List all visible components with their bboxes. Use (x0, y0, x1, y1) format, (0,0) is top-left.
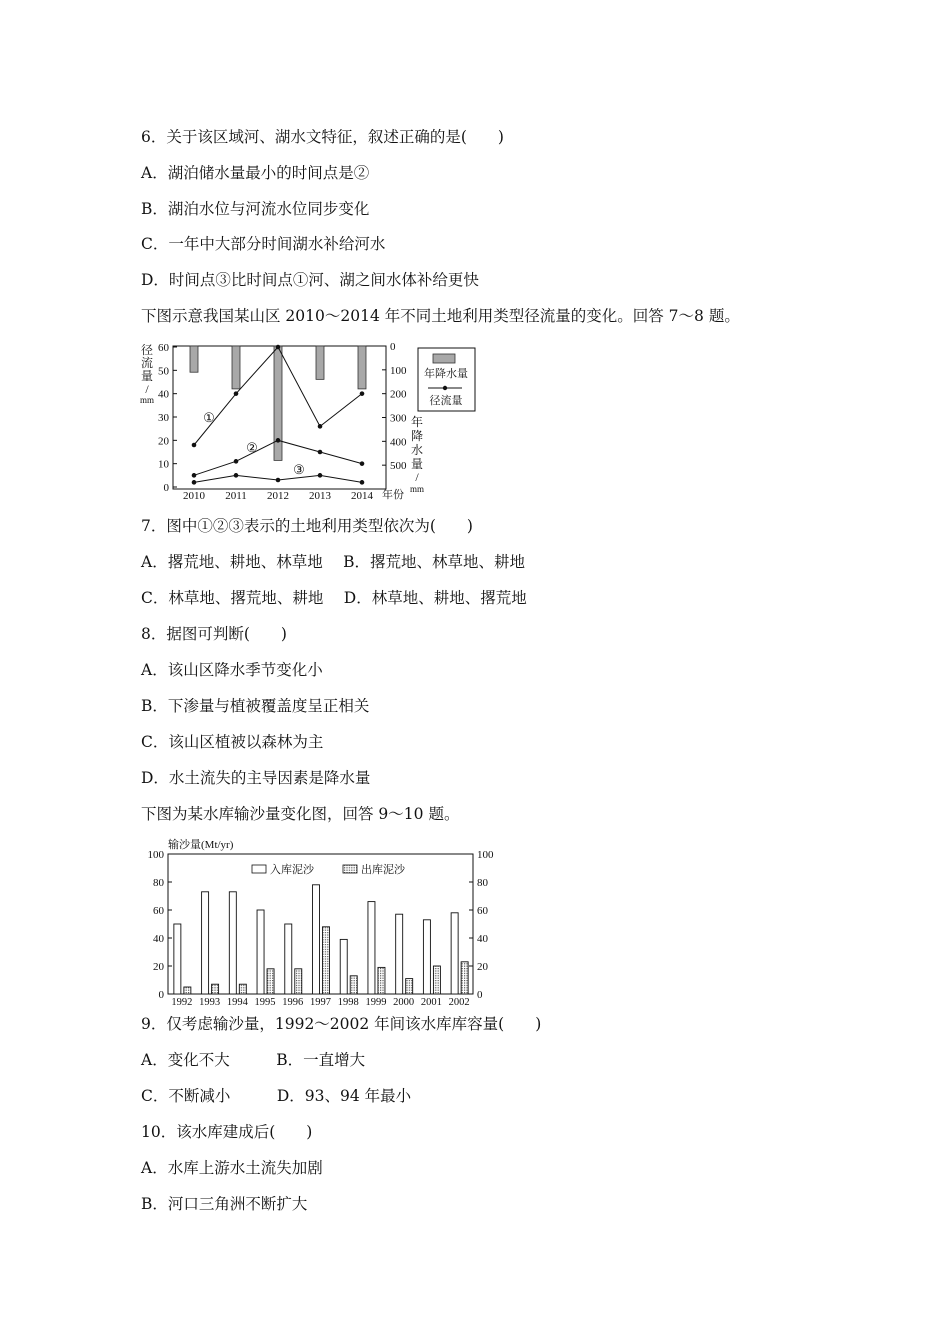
chart2-outflow-bar (212, 984, 219, 994)
chart1-left-tick-label: 10 (158, 458, 169, 471)
chart1-xlabel: 年份 (382, 489, 404, 501)
q6-stem: 6．关于该区域河、湖水文特征，叙述正确的是( ) (141, 128, 504, 146)
chart2-x-tick-label: 1993 (199, 997, 221, 1008)
q9-options-ab: A．变化不大 B．一直增大 (141, 1051, 366, 1069)
chart1-precip-bar (316, 346, 324, 379)
chart1-right-tick-label: 300 (390, 412, 407, 425)
chart2-legend-label-outflow: 出库泥沙 (361, 864, 405, 876)
chart2-x-tick-label: 2001 (420, 997, 442, 1008)
chart2-x-tick-label: 1996 (282, 997, 304, 1008)
chart2-outflow-bar (461, 962, 468, 994)
chart1-runoff-point (360, 391, 365, 396)
chart2-right-tick-label: 40 (477, 933, 488, 945)
chart2-inflow-bar (451, 913, 458, 994)
chart1-legend-bar-label: 年降水量 (424, 368, 468, 380)
q6-option-a: A．湖泊储水量最小的时间点是② (141, 164, 370, 182)
svg-text:mm: mm (409, 484, 425, 494)
chart1-legend-bar-swatch (433, 354, 455, 363)
chart2-inflow-bar (174, 924, 181, 994)
chart1-runoff-point (276, 345, 281, 350)
chart2-right-tick-label: 0 (477, 989, 483, 1001)
chart1-right-tick-label: 400 (390, 436, 407, 449)
chart2-inflow-bar (423, 920, 430, 994)
q9-options-cd: C．不断减小 D．93、94 年最小 (141, 1087, 412, 1105)
chart1-left-tick-label: 40 (158, 388, 169, 401)
svg-text:mm: mm (139, 395, 155, 405)
q6-option-c: C．一年中大部分时间湖水补给河水 (141, 235, 386, 253)
q6-option-b: B．湖泊水位与河流水位同步变化 (141, 200, 370, 218)
chart2-legend (252, 862, 406, 876)
svg-text:径: 径 (140, 343, 154, 357)
chart1-runoff-point (318, 450, 323, 455)
svg-text:流: 流 (140, 356, 154, 370)
q8-option-a: A．该山区降水季节变化小 (141, 661, 323, 679)
chart1-runoff-point (192, 480, 197, 485)
chart2-right-tick-label: 20 (477, 961, 488, 973)
q9-stem: 9．仅考虑输沙量，1992～2002 年间该水库库容量( ) (141, 1015, 542, 1033)
chart2-left-tick-label: 80 (153, 877, 164, 889)
chart2-outflow-bar (378, 967, 385, 994)
svg-text:量: 量 (140, 369, 154, 383)
chart2-legend-label-inflow: 入库泥沙 (270, 864, 314, 876)
chart2-x-tick-label: 2002 (448, 997, 470, 1008)
chart2-inflow-bar (257, 910, 264, 994)
chart1-runoff-point (234, 459, 239, 464)
chart2-outflow-bar (323, 927, 330, 994)
chart1-runoff-point (234, 391, 239, 396)
chart1-legend-line-label: 径流量 (429, 395, 463, 407)
chart2-right-tick-label: 100 (477, 849, 494, 861)
intro-q7-8: 下图示意我国某山区 2010～2014 年不同土地利用类型径流量的变化。回答 7～8 题。 (141, 307, 740, 325)
chart2-inflow-bar (202, 892, 209, 994)
chart1-right-tick-label: 500 (390, 460, 407, 473)
chart1-legend (418, 348, 475, 411)
q10-stem: 10．该水库建成后( ) (141, 1123, 313, 1141)
chart2-legend-swatch-inflow (252, 865, 266, 873)
svg-text:/: / (415, 470, 419, 484)
chart1-precip-bar (274, 346, 282, 460)
chart2-left-tick-label: 0 (158, 989, 164, 1001)
chart2-left-tick-label: 100 (147, 849, 164, 861)
chart1-runoff-point (192, 443, 197, 448)
chart1-runoff-point (360, 480, 365, 485)
chart2-inflow-bar (368, 902, 375, 994)
chart2-x-tick-label: 1992 (171, 997, 193, 1008)
chart1-runoff-point (360, 461, 365, 466)
chart1-runoff-point (276, 438, 281, 443)
q10-option-b: B．河口三角洲不断扩大 (141, 1195, 308, 1213)
chart2-right-tick-label: 80 (477, 877, 488, 889)
chart1-x-tick-label: 2013 (309, 490, 331, 502)
q8-option-c: C．该山区植被以森林为主 (141, 733, 324, 751)
chart2-x-tick-label: 1997 (310, 997, 331, 1008)
chart2-x-tick-label: 1995 (254, 997, 276, 1008)
q7-options-cd: C．林草地、撂荒地、耕地 D．林草地、耕地、撂荒地 (141, 589, 527, 607)
svg-text:量: 量 (410, 457, 424, 471)
chart2-outflow-bar (239, 984, 246, 994)
chart1-runoff-point (276, 478, 281, 483)
chart1-runoff-point (318, 473, 323, 478)
chart1-left-axis-label (140, 343, 154, 405)
q6-option-d: D．时间点③比时间点①河、湖之间水体补给更快 (141, 271, 479, 289)
chart2-left-tick-label: 20 (153, 961, 164, 973)
chart2-outflow-bar (295, 969, 302, 994)
svg-text:水: 水 (410, 443, 424, 457)
q8-stem: 8．据图可判断( ) (141, 625, 287, 643)
chart2-outflow-bar (267, 969, 274, 994)
chart2-inflow-bar (285, 924, 292, 994)
chart1-x-tick-label: 2011 (225, 490, 247, 502)
runoff-precipitation-chart (138, 340, 483, 505)
chart2-legend-swatch-outflow (343, 865, 357, 873)
q10-option-a: A．水库上游水土流失加剧 (141, 1159, 323, 1177)
chart1-x-tick-label: 2012 (267, 490, 289, 502)
chart1-series-label-1: ① (203, 410, 215, 425)
chart2-right-tick-label: 60 (477, 905, 488, 917)
chart1-left-tick-label: 30 (158, 412, 169, 424)
chart2-x-tick-label: 1998 (337, 997, 359, 1008)
q8-option-d: D．水土流失的主导因素是降水量 (141, 769, 371, 787)
chart1-runoff-point (318, 424, 323, 429)
chart1-series-label-2: ② (246, 440, 258, 455)
svg-text:/: / (145, 382, 149, 396)
chart1-right-axis-label (410, 414, 424, 494)
chart2-inflow-bar (396, 914, 403, 994)
chart2-inflow-bar (229, 892, 236, 994)
svg-text:降: 降 (410, 429, 424, 443)
chart2-left-tick-label: 60 (153, 905, 164, 917)
sediment-chart (140, 836, 500, 1011)
chart1-legend-line-marker (443, 386, 447, 390)
chart2-x-tick-label: 2000 (393, 997, 415, 1008)
chart1-runoff-point (192, 473, 197, 478)
chart1-precip-bar (232, 346, 240, 389)
chart1-x-tick-label: 2010 (183, 490, 205, 502)
chart1-left-tick-label: 20 (158, 435, 169, 448)
chart1-right-tick-label: 200 (390, 388, 407, 401)
chart2-outflow-bar (184, 987, 191, 994)
chart1-left-tick-label: 50 (158, 365, 169, 378)
chart1-series-label-3: ③ (293, 462, 305, 477)
chart2-title: 输沙量(Mt/yr) (168, 839, 234, 851)
chart2-outflow-bar (406, 979, 413, 994)
chart2-x-tick-label: 1999 (365, 997, 387, 1008)
q7-options-ab: A．撂荒地、耕地、林草地 B．撂荒地、林草地、耕地 (141, 553, 526, 571)
q7-stem: 7．图中①②③表示的土地利用类型依次为( ) (141, 517, 473, 535)
intro-q9-10: 下图为某水库输沙量变化图，回答 9～10 题。 (141, 805, 460, 823)
chart1-right-tick-label: 100 (390, 364, 407, 377)
chart1-left-tick-label: 60 (158, 342, 169, 354)
chart1-precip-bar (190, 346, 198, 372)
chart2-inflow-bar (340, 939, 347, 994)
chart2-outflow-bar (433, 966, 440, 994)
chart2-left-tick-label: 40 (153, 933, 164, 945)
chart1-left-tick-label: 0 (163, 482, 169, 494)
chart1-x-tick-label: 2014 (351, 490, 373, 502)
chart1-runoff-point (234, 473, 239, 478)
chart2-outflow-bar (350, 976, 357, 994)
q8-option-b: B．下渗量与植被覆盖度呈正相关 (141, 697, 370, 715)
chart2-inflow-bar (313, 885, 320, 994)
chart1-right-tick-label: 0 (390, 341, 396, 353)
chart2-x-tick-label: 1994 (226, 997, 248, 1008)
chart1-precip-bar (358, 346, 366, 389)
svg-text:年: 年 (410, 415, 424, 429)
